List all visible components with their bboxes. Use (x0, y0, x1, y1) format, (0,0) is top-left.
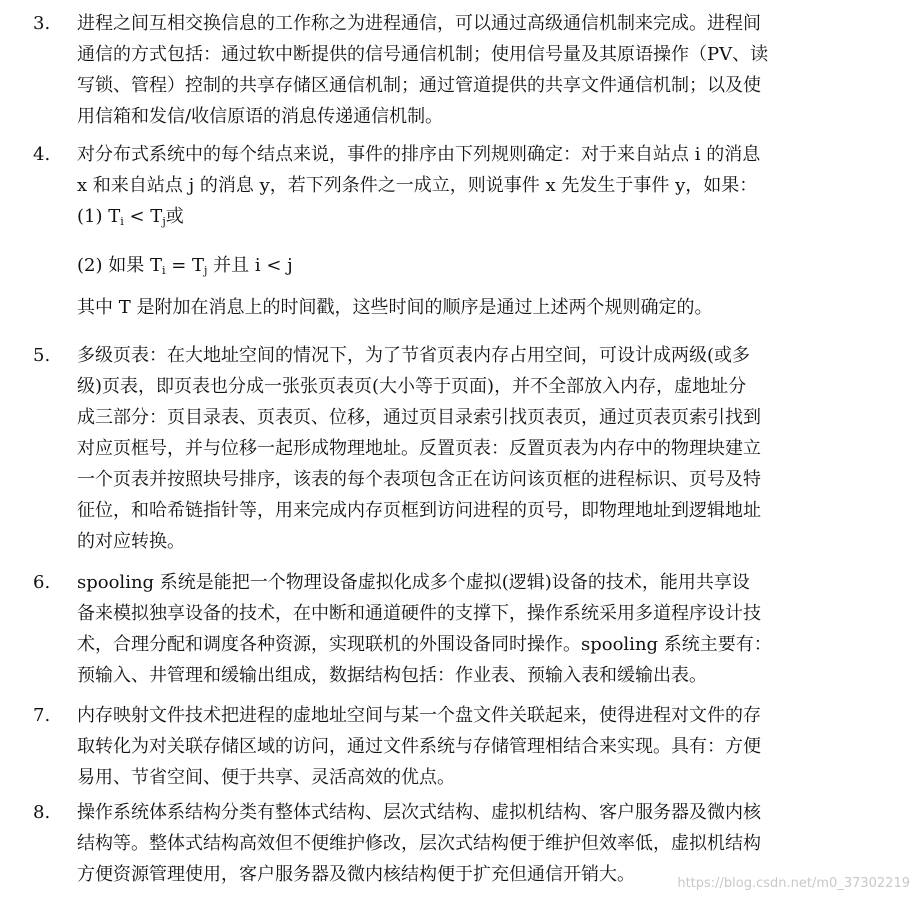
item-text-line: 结构等。整体式结构高效但不便维护修改，层次式结构便于维护但效率低，虚拟机结构 (77, 833, 761, 854)
condition-2-suffix: 并且 i < j (207, 255, 293, 276)
condition-2-prefix: (2) 如果 T (77, 255, 162, 276)
item-text-line: 级)页表，即页表也分成一张张页表页(大小等于页面)，并不全部放入内存，虚地址分 (77, 376, 747, 397)
item-text-line: 操作系统体系结构分类有整体式结构、层次式结构、虚拟机结构、客户服务器及微内核 (77, 802, 761, 823)
item-text-line: 进程之间互相交换信息的工作称之为进程通信，可以通过高级通信机制来完成。进程间 (77, 13, 761, 34)
item-text-line: 内存映射文件技术把进程的虚地址空间与某一个盘文件关联起来，使得进程对文件的存 (77, 705, 761, 726)
subscript-j: j (162, 215, 166, 228)
item-number: 5. (33, 345, 51, 366)
item-text-line: 写锁、管程）控制的共享存储区通信机制；通过管道提供的共享文件通信机制；以及使 (77, 75, 761, 96)
item-number: 7. (33, 705, 51, 726)
subscript-i: i (161, 264, 166, 277)
item-number: 3. (33, 13, 51, 34)
condition-1-suffix: 或 (165, 206, 184, 227)
condition-2-mid: = T (171, 255, 205, 276)
item-text-line: x 和来自站点 j 的消息 y，若下列条件之一成立，则说事件 x 先发生于事件 y，如果： (77, 175, 758, 196)
item-text-line: 通信的方式包括：通过软中断提供的信号通信机制；使用信号量及其原语操作（PV、读 (77, 44, 769, 65)
item-text-line: 预输入、井管理和缓输出组成，数据结构包括：作业表、预输入表和缓输出表。 (77, 665, 707, 686)
condition-1-prefix: (1) T (77, 206, 121, 227)
item-text-line: 对应页框号，并与位移一起形成物理地址。反置页表：反置页表为内存中的物理块建立 (77, 438, 761, 459)
item-text-line: 成三部分：页目录表、页表页、位移，通过页目录索引找页表页，通过页表页索引找到 (77, 407, 761, 428)
item-text-line: 征位，和哈希链指针等，用来完成内存页框到访问进程的页号，即物理地址到逻辑地址 (77, 500, 761, 521)
item-text-line: 方便资源管理使用，客户服务器及微内核结构便于扩充但通信开销大。 (77, 864, 635, 885)
item-number: 6. (33, 572, 51, 593)
item-number: 8. (33, 802, 51, 823)
subscript-j: j (204, 264, 208, 277)
item-text-line: 多级页表：在大地址空间的情况下，为了节省页表内存占用空间，可设计成两级(或多 (77, 345, 751, 366)
item-text-line: 易用、节省空间、便于共享、灵活高效的优点。 (77, 767, 455, 788)
item-text-line: 一个页表并按照块号排序，该表的每个表项包含正在访问该页框的进程标识、页号及特 (77, 469, 761, 490)
subscript-i: i (120, 215, 124, 228)
item-text-line: 的对应转换。 (77, 531, 185, 552)
condition-2 (77, 250, 293, 286)
item-text-line: 对分布式系统中的每个结点来说，事件的排序由下列规则确定：对于来自站点 i 的消息 (77, 144, 761, 165)
item-text-line: 术，合理分配和调度各种资源，实现联机的外围设备同时操作。spooling 系统主要有： (77, 634, 772, 655)
item-text-line: spooling 系统是能把一个物理设备虚拟化成多个虚拟(逻辑)设备的技术，能用共享设 (77, 572, 750, 593)
watermark: https://blog.csdn.net/m0_37302219 (677, 876, 910, 891)
item-number: 4. (33, 144, 51, 165)
condition-1-mid: < T (129, 206, 163, 227)
item-text-line: 备来模拟独享设备的技术，在中断和通道硬件的支撑下，操作系统采用多道程序设计技 (77, 603, 761, 624)
item-text-line: 用信箱和发信/收信原语的消息传递通信机制。 (77, 106, 444, 127)
item-note: 其中 T 是附加在消息上的时间戳，这些时间的顺序是通过上述两个规则确定的。 (77, 297, 713, 318)
item-text-line: 取转化为对关联存储区域的访问，通过文件系统与存储管理相结合来实现。具有：方便 (77, 736, 761, 757)
condition-1 (77, 201, 184, 237)
